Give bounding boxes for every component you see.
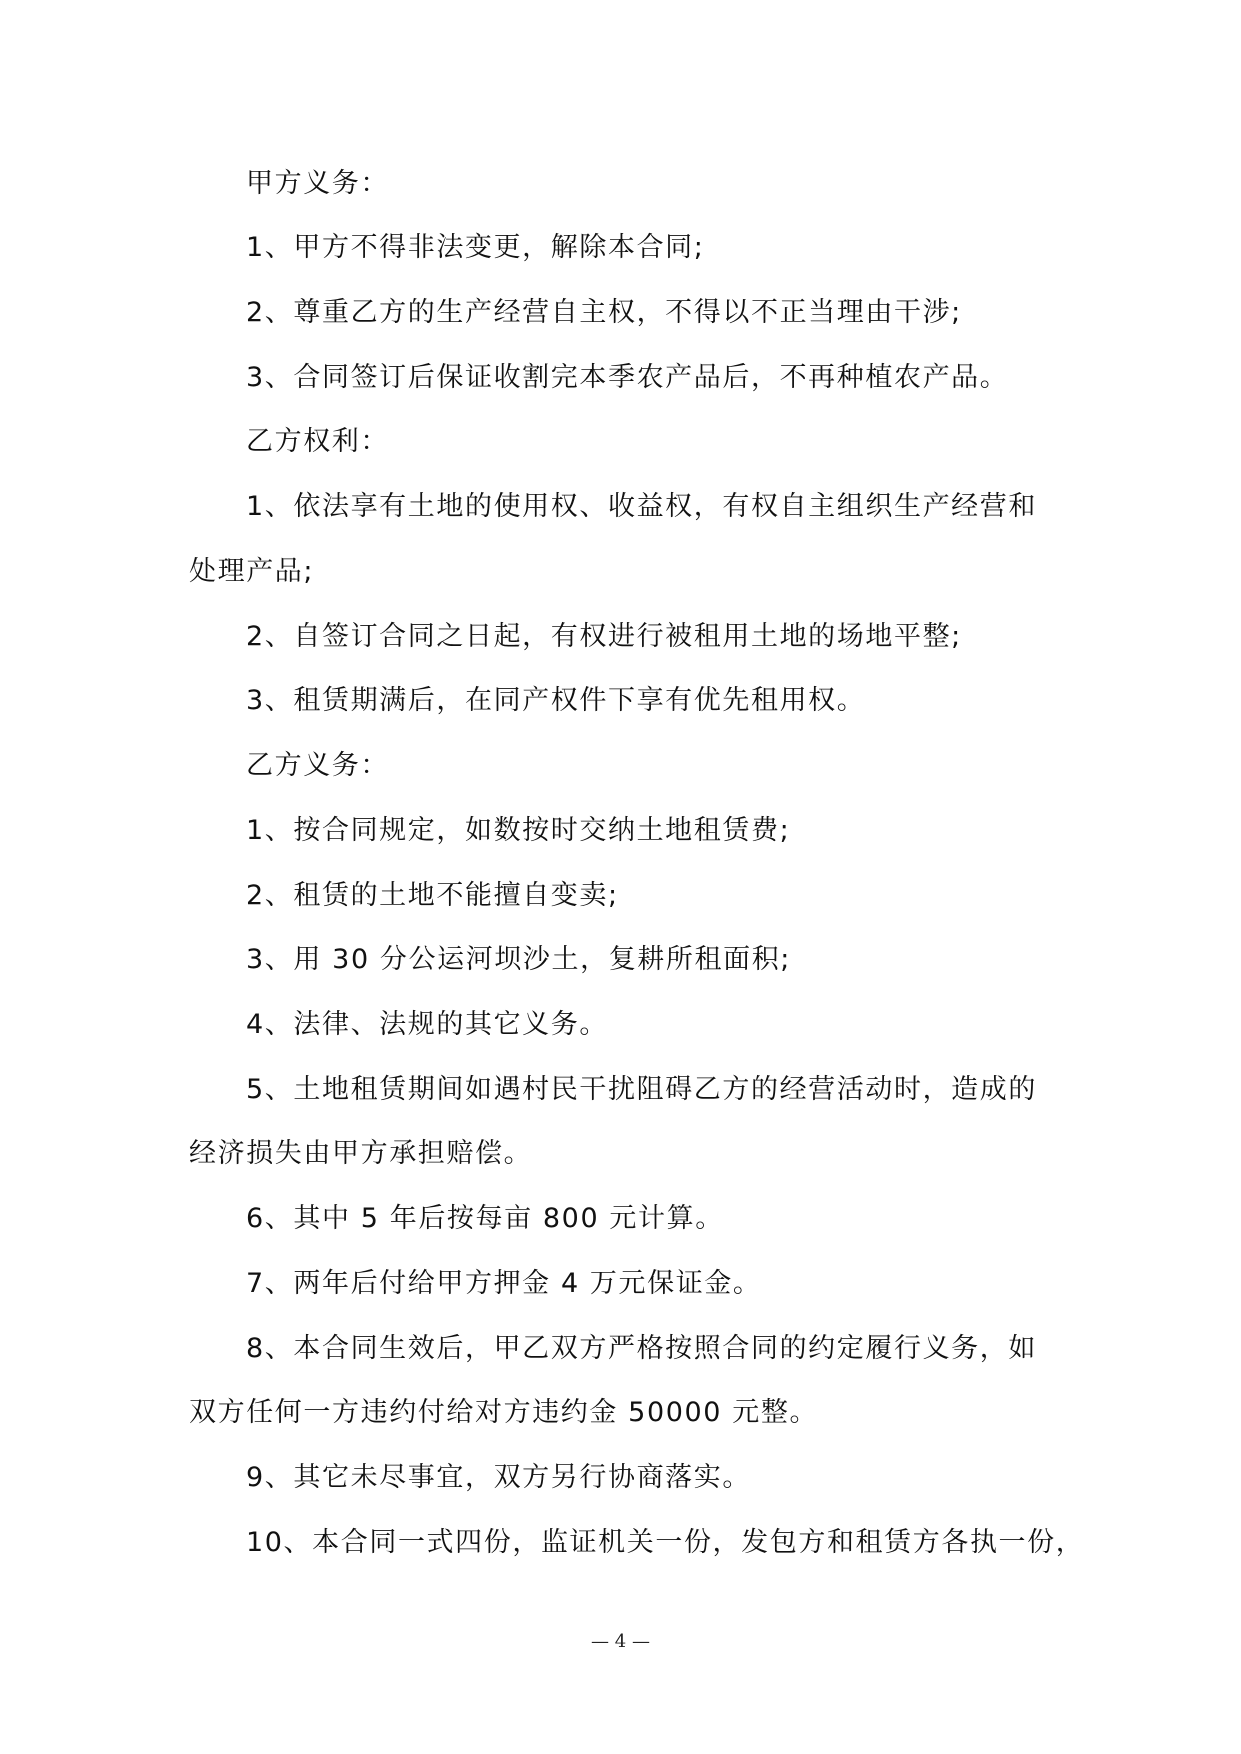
heading-party-a-obligations: 甲方义务： xyxy=(246,168,389,199)
paragraph-line: 1、甲方不得非法变更，解除本合同; xyxy=(246,232,705,263)
paragraph-line: 5、土地租赁期间如遇村民干扰阻碍乙方的经营活动时，造成的 xyxy=(246,1074,1037,1105)
paragraph-line: 10、本合同一式四份，监证机关一份，发包方和租赁方各执一份， xyxy=(246,1527,1085,1558)
page-number: — 4 — xyxy=(591,1631,650,1652)
paragraph-line: 1、按合同规定，如数按时交纳土地租赁费; xyxy=(246,815,791,846)
paragraph-line: 3、用 30 分公运河坝沙土，复耕所租面积; xyxy=(246,944,791,975)
paragraph-line: 3、租赁期满后，在同产权件下享有优先租用权。 xyxy=(246,685,866,716)
paragraph-line-continued: 双方任何一方违约付给对方违约金 50000 元整。 xyxy=(189,1397,819,1428)
paragraph-line: 3、合同签订后保证收割完本季农产品后，不再种植农产品。 xyxy=(246,362,1009,393)
paragraph-line: 7、两年后付给甲方押金 4 万元保证金。 xyxy=(246,1268,762,1299)
paragraph-line: 6、其中 5 年后按每亩 800 元计算。 xyxy=(246,1203,724,1234)
paragraph-line-continued: 处理产品; xyxy=(189,556,315,587)
paragraph-line: 1、依法享有土地的使用权、收益权，有权自主组织生产经营和 xyxy=(246,491,1037,522)
paragraph-line-continued: 经济损失由甲方承担赔偿。 xyxy=(189,1138,533,1169)
heading-party-b-obligations: 乙方义务： xyxy=(246,750,389,781)
paragraph-line: 9、其它未尽事宜，双方另行协商落实。 xyxy=(246,1462,751,1493)
paragraph-line: 2、尊重乙方的生产经营自主权，不得以不正当理由干涉; xyxy=(246,297,962,328)
paragraph-line: 2、自签订合同之日起，有权进行被租用土地的场地平整; xyxy=(246,621,962,652)
paragraph-line: 8、本合同生效后，甲乙双方严格按照合同的约定履行义务，如 xyxy=(246,1333,1037,1364)
paragraph-line: 4、法律、法规的其它义务。 xyxy=(246,1009,608,1040)
paragraph-line: 2、租赁的土地不能擅自变卖; xyxy=(246,880,619,911)
heading-party-b-rights: 乙方权利： xyxy=(246,426,389,457)
